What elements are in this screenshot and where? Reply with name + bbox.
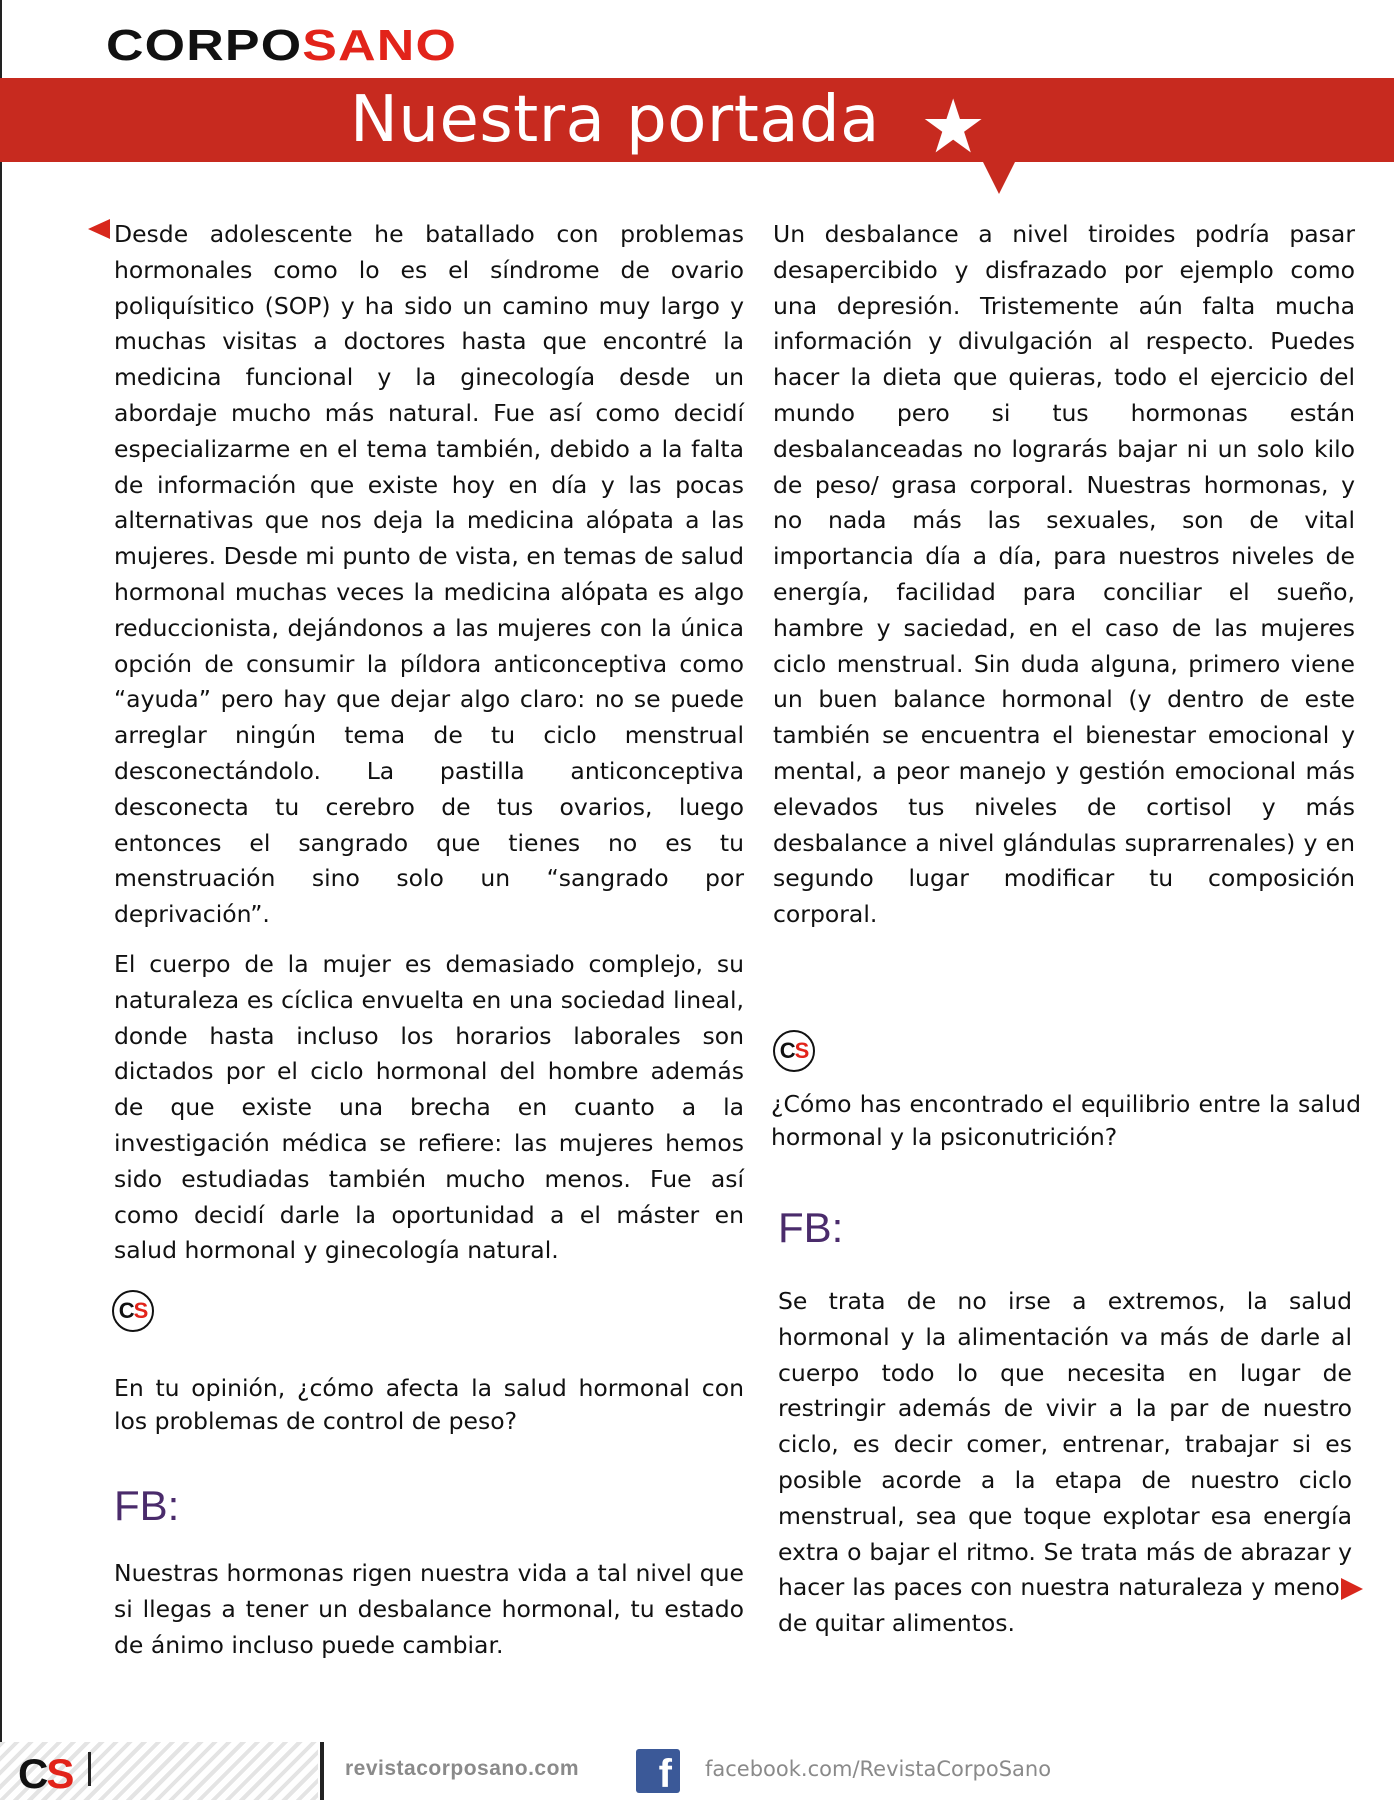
left-column xyxy=(114,217,744,1269)
left-paragraph-1: Desde adolescente he batallado con problemas hormonales como lo es el síndrome de ovario poliquísitico (SOP) y ha sido un camino muy largo y muchas visitas a doctores hasta que encontré la medicina funcional y la ginecología desde un abordaje mucho más natural. Fue así como decidí especializarme en el tema también, debido a la falta de información que existe hoy en día y las pocas alternativas que nos deja la medicina alópata a las mujeres. Desde mi punto de vista, en temas de salud hormonal muchas veces la medicina alópata es algo reduccionista, dejándonos a las mujeres con la única opción de consumir la píldora anticonceptiva como “ayuda” pero hay que dejar algo claro: no se puede arreglar ningún tema de tu ciclo menstrual desconectándolo. La pastilla anticonceptiva desconecta tu cerebro de tus ovarios, luego entonces el sangrado que tienes no es tu menstruación sino solo un “sangrado por deprivación”. xyxy=(114,220,744,929)
interviewee-label-1: FB: xyxy=(114,1482,180,1529)
star-icon: ★ xyxy=(920,84,987,170)
article-start-marker-icon xyxy=(88,219,110,239)
interview-question-1: En tu opinión, ¿cómo afecta la salud hormonal con los problemas de control de peso? xyxy=(114,1374,744,1435)
interview-answer-1: Nuestras hormonas rigen nuestra vida a tal nivel que si llegas a tener un desbalance hormonal, tu estado de ánimo incluso puede cambiar. xyxy=(114,1559,744,1659)
interview-answer-2: Se trata de no irse a extremos, la salud hormonal y la alimentación va más de darle al cuerpo todo lo que necesita en lugar de restringir además de vivir a la par de nuestro ciclo, es decir comer, entrenar, trabajar si es posible acorde a la etapa de nuestro ciclo menstrual, sea que toque explotar esa energía extra o bajar el ritmo. Se trata más de abrazar y hacer las paces con nuestra naturaleza y menos de quitar alimentos. xyxy=(778,1287,1352,1638)
brand-logo-part2: SANO xyxy=(302,21,458,70)
footer-website-link[interactable]: revistacorposano.com xyxy=(345,1757,580,1780)
footer-divider xyxy=(320,1742,324,1800)
interview-question-2: ¿Cómo has encontrado el equilibrio entre la salud hormonal y la psiconutrición? xyxy=(771,1090,1361,1151)
footer-facebook-link[interactable]: facebook.com/RevistaCorpoSano xyxy=(705,1757,1052,1781)
brand-logo-part1: CORPO xyxy=(106,21,303,70)
facebook-icon[interactable]: f xyxy=(636,1749,680,1793)
footer-divider xyxy=(88,1752,91,1786)
banner-pointer xyxy=(982,160,1016,194)
left-paragraph-2: El cuerpo de la mujer es demasiado complejo, su naturaleza es cíclica envuelta en una sociedad lineal, donde hasta incluso los horarios laborales son dictados por el ciclo hormonal del hombre además de que existe una brecha en cuanto a la investigación médica se refiere: las mujeres hemos sido estudiadas también mucho menos. Fue así como decidí darle la oportunidad a el máster en salud hormonal y ginecología natural. xyxy=(114,949,744,1265)
right-paragraph-1: Un desbalance a nivel tiroides podría pasar desapercibido y disfrazado por ejemplo como una depresión. Tristemente aún falta mucha información y divulgación al respecto. Puedes hacer la dieta que quieras, todo el ejercicio del mundo pero si tus hormonas están desbalanceadas no lograrás bajar ni un solo kilo de peso/ grasa corporal. Nuestras hormonas, y no nada más las sexuales, son de vital importancia día a día, para nuestros niveles de energía, facilidad para conciliar el sueño, hambre y saciedad, en el caso de las mujeres ciclo menstrual. Sin duda alguna, primero viene un buen balance hormonal (y dentro de este también se encuentra el bienestar emocional y mental, a peor manejo y gestión emocional más elevados tus niveles de cortisol y más desbalance a nivel glándulas suprarrenales) y en segundo lugar modificar tu composición corporal. xyxy=(773,220,1355,929)
right-column xyxy=(773,217,1355,933)
cs-badge-icon: C S xyxy=(773,1030,815,1072)
interviewee-label-2: FB: xyxy=(778,1204,844,1251)
section-title: Nuestra portada xyxy=(350,83,880,157)
cs-badge-icon: C S xyxy=(112,1290,154,1332)
footer-logo: CS xyxy=(18,1750,73,1797)
left-border-rule xyxy=(0,0,2,1800)
article-end-marker-icon xyxy=(1341,1578,1363,1600)
brand-logo xyxy=(106,21,458,70)
